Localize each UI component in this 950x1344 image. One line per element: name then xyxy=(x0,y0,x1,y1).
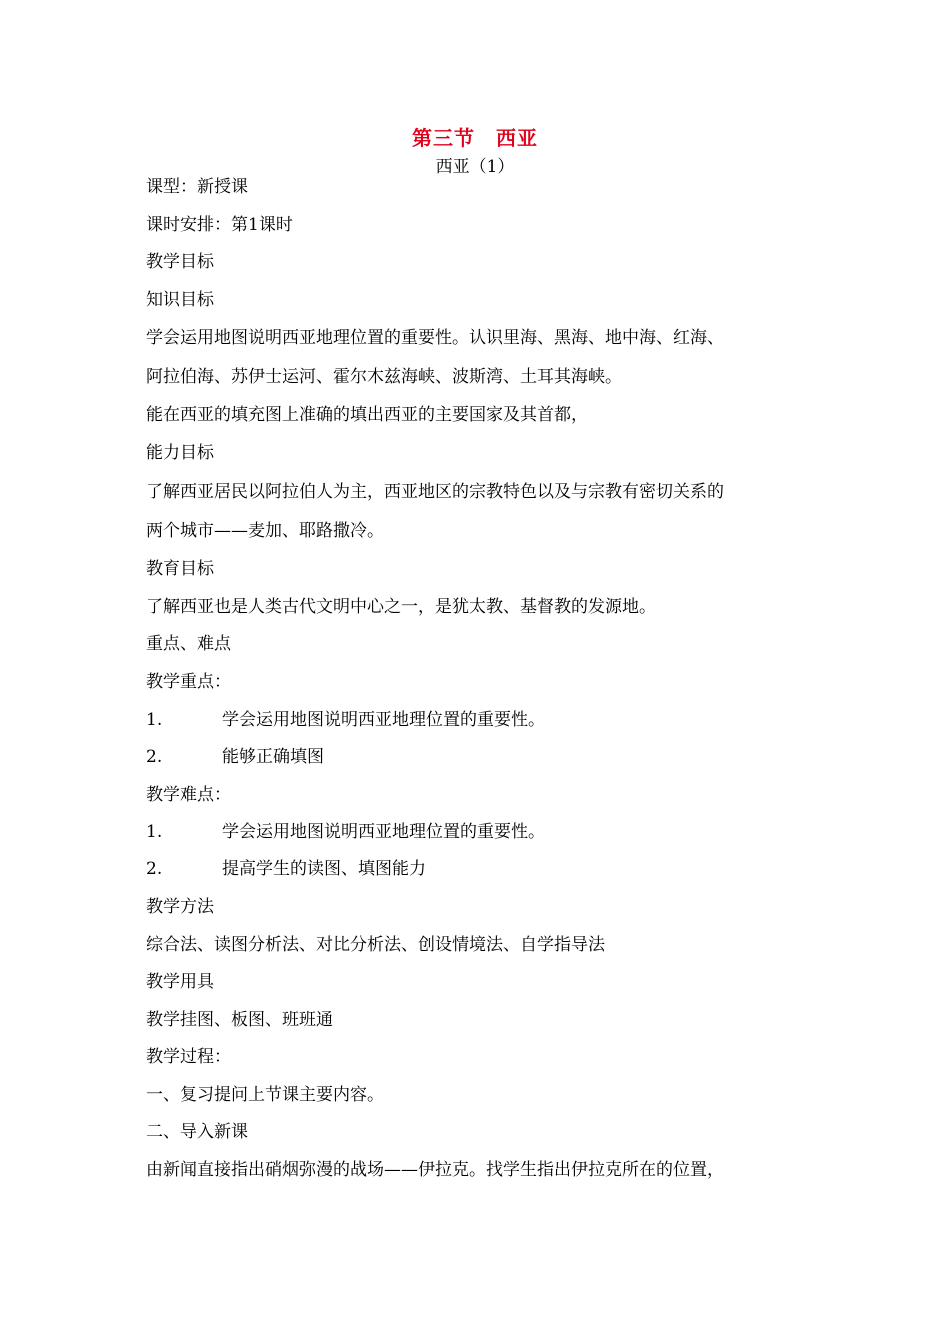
lesson-type: 课型：新授课 xyxy=(146,177,248,197)
schedule: 课时安排：第1课时 xyxy=(146,215,293,235)
heading-difficult: 教学难点： xyxy=(146,785,231,805)
list-number: 2. xyxy=(146,859,163,879)
difficult-item xyxy=(146,858,426,880)
education-text: 了解西亚也是人类古代文明中心之一，是犹太教、基督教的发源地。 xyxy=(146,597,656,617)
heading-education: 教育目标 xyxy=(146,559,214,579)
heading-knowledge: 知识目标 xyxy=(146,290,214,310)
list-text: 学会运用地图说明西亚地理位置的重要性。 xyxy=(222,822,545,842)
list-number: 1. xyxy=(146,710,163,730)
heading-process: 教学过程： xyxy=(146,1047,231,1067)
heading-key-difficult: 重点、难点 xyxy=(146,634,231,654)
list-number: 1. xyxy=(146,822,163,842)
ability-text-1b: 两个城市——麦加、耶路撒冷。 xyxy=(146,521,384,541)
section-title: 第三节 西亚 xyxy=(412,126,538,150)
list-number: 2. xyxy=(146,747,163,767)
process-step-1: 一、复习提问上节课主要内容。 xyxy=(146,1085,384,1105)
heading-methods: 教学方法 xyxy=(146,897,214,917)
methods-text: 综合法、读图分析法、对比分析法、创设情境法、自学指导法 xyxy=(146,935,605,955)
key-item xyxy=(146,709,545,731)
knowledge-text-1b: 阿拉伯海、苏伊士运河、霍尔木兹海峡、波斯湾、土耳其海峡。 xyxy=(146,367,622,387)
section-subtitle: 西亚（1） xyxy=(435,157,515,177)
heading-ability: 能力目标 xyxy=(146,443,214,463)
list-text: 能够正确填图 xyxy=(222,747,324,767)
heading-tools: 教学用具 xyxy=(146,972,214,992)
difficult-item xyxy=(146,821,545,843)
heading-key: 教学重点： xyxy=(146,672,231,692)
heading-objectives: 教学目标 xyxy=(146,252,214,272)
key-item xyxy=(146,746,324,768)
list-text: 学会运用地图说明西亚地理位置的重要性。 xyxy=(222,710,545,730)
ability-text-1a: 了解西亚居民以阿拉伯人为主，西亚地区的宗教特色以及与宗教有密切关系的 xyxy=(146,482,724,502)
knowledge-text-2: 能在西亚的填充图上准确的填出西亚的主要国家及其首都， xyxy=(146,405,588,425)
knowledge-text-1a: 学会运用地图说明西亚地理位置的重要性。认识里海、黑海、地中海、红海、 xyxy=(146,328,724,348)
process-text: 由新闻直接指出硝烟弥漫的战场——伊拉克。找学生指出伊拉克所在的位置， xyxy=(146,1160,724,1180)
tools-text: 教学挂图、板图、班班通 xyxy=(146,1010,333,1030)
process-step-2: 二、导入新课 xyxy=(146,1122,248,1142)
list-text: 提高学生的读图、填图能力 xyxy=(222,859,426,879)
